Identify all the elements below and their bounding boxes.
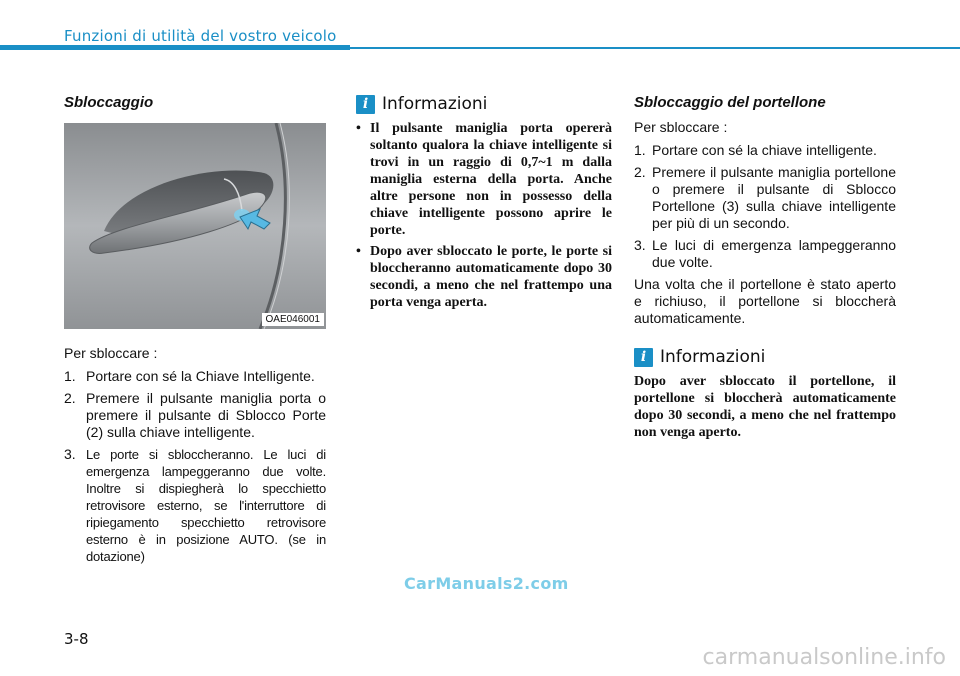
tailgate-steps bbox=[634, 142, 896, 271]
info-title: Informazioni bbox=[660, 347, 766, 367]
list-item: 3. Le porte si sbloccheranno. Le luci di emergenza lampeggeranno due volte. Inoltre si dispiegherà lo specchietto retrovisore esterno, se l'interruttore di ripiegamento specchietto retrovisore esterno è in posizione AUTO. (se in dotazione) bbox=[64, 446, 326, 564]
photo-reference-code: OAE046001 bbox=[262, 313, 325, 326]
info-icon: i bbox=[356, 95, 375, 114]
list-item: 3. Le luci di emergenza lampeggeranno due volte. bbox=[634, 237, 896, 270]
left-column bbox=[64, 94, 326, 570]
list-item: 2. Premere il pulsante maniglia porta o premere il pulsante di Sblocco Porte (2) sulla chiave intelligente. bbox=[64, 390, 326, 440]
tailgate-intro: Per sbloccare : bbox=[634, 119, 728, 135]
info-title: Informazioni bbox=[382, 94, 488, 114]
footer-watermark: carmanualsonline.info bbox=[702, 645, 946, 670]
info-text: Dopo aver sbloccato il portellone, il portellone si bloccherà automaticamente dopo 30 secondi, a meno che nel frattempo non venga aperto. bbox=[634, 374, 896, 440]
door-handle-illustration bbox=[64, 123, 326, 329]
header-rule-thin bbox=[350, 47, 960, 49]
list-item: 1. Portare con sé la Chiave Intelligente. bbox=[64, 368, 315, 384]
site-watermark: CarManuals2.com bbox=[404, 574, 569, 593]
tailgate-info-box bbox=[634, 347, 896, 441]
middle-column bbox=[356, 94, 612, 315]
section-title: Funzioni di utilità del vostro veicolo bbox=[64, 27, 337, 45]
door-handle-photo bbox=[64, 123, 326, 329]
list-item: • Il pulsante maniglia porta opererà soltanto qualora la chiave intelligente si trovi in un raggio di 0,7~1 m dalla maniglia esterna della porta. Anche altre persone non in possesso della chiave intelligente possono aprire le porte. bbox=[356, 121, 612, 238]
list-item: 1. Portare con sé la chiave intelligente. bbox=[634, 142, 877, 158]
list-item: 2. Premere il pulsante maniglia portellone o premere il pulsante di Sblocco Portellone (3) sulla chiave intelligente per più di un secondo. bbox=[634, 164, 896, 231]
header-rule-thick bbox=[0, 45, 350, 50]
info-header bbox=[356, 94, 612, 114]
page-number: 3-8 bbox=[64, 630, 89, 648]
info-bullets bbox=[356, 120, 612, 311]
unlock-heading: Sbloccaggio bbox=[64, 94, 154, 111]
unlock-steps bbox=[64, 368, 326, 565]
tailgate-unlock-heading: Sbloccaggio del portellone bbox=[634, 94, 826, 111]
info-icon: i bbox=[634, 348, 653, 367]
list-item: • Dopo aver sbloccato le porte, le porte si bloccheranno automaticamente dopo 30 secondi, a meno che nel frattempo una porta venga aperta. bbox=[356, 244, 612, 310]
right-column bbox=[634, 94, 896, 441]
unlock-intro: Per sbloccare : bbox=[64, 345, 158, 361]
tailgate-paragraph: Una volta che il portellone è stato aperto e richiuso, il portellone si bloccherà automaticamente. bbox=[634, 276, 896, 326]
info-header bbox=[634, 347, 896, 367]
